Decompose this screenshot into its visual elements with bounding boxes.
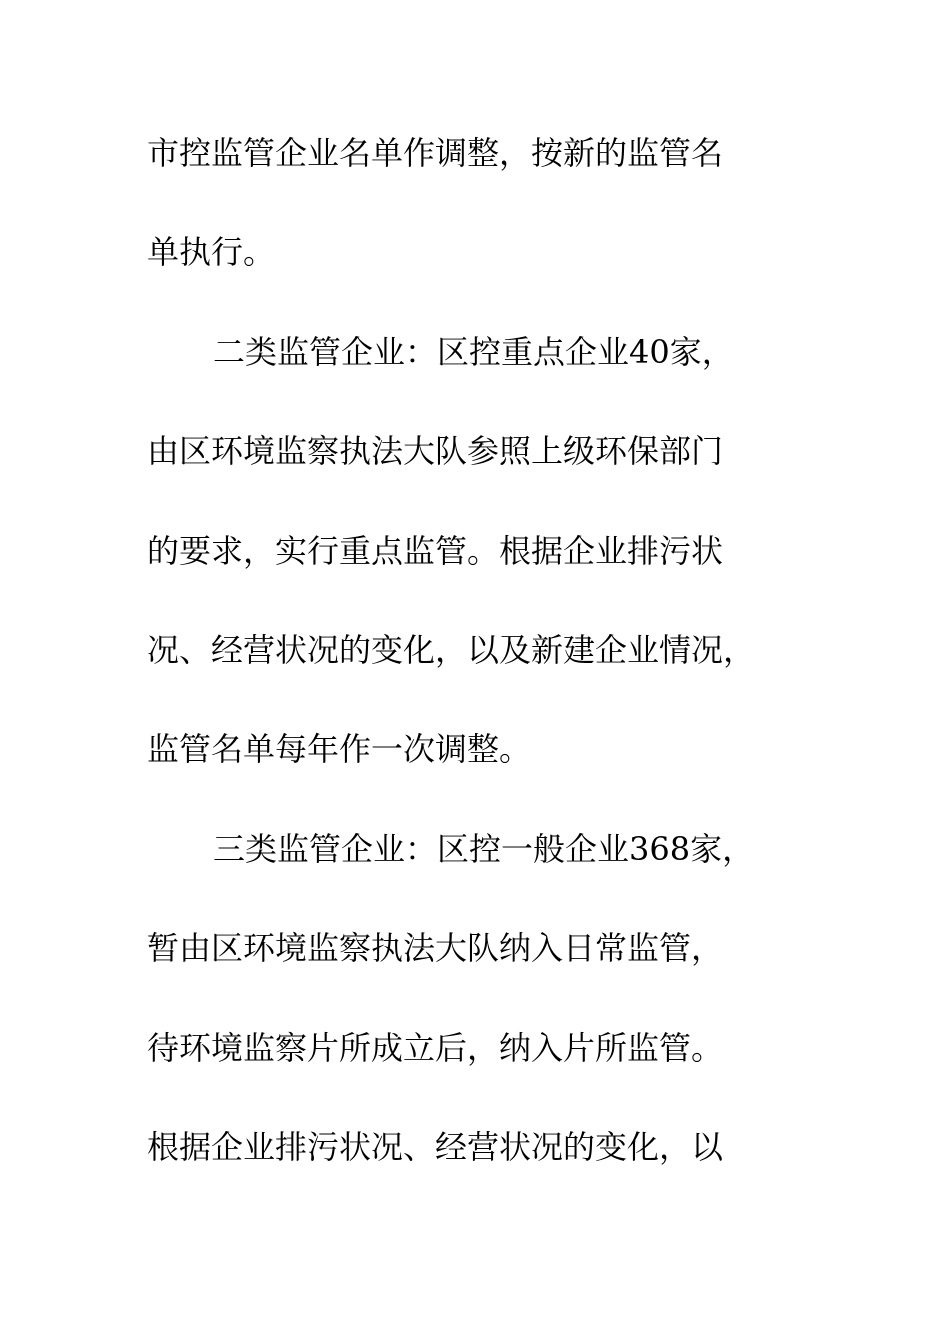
text-line: 市控监管企业名单作调整，按新的监管名 — [147, 134, 724, 172]
text-line: 暂由区环境监察执法大队纳入日常监管， — [147, 929, 724, 968]
text-line: 待环境监察片所成立后，纳入片所监管。 — [147, 1028, 724, 1067]
paragraph-start-line: 二类监管企业：区控重点企业40家， — [213, 332, 734, 371]
text-line: 监管名单每年作一次调整。 — [147, 730, 532, 769]
text-line: 况、经营状况的变化，以及新建企业情况， — [147, 630, 756, 669]
text-line: 根据企业排污状况、经营状况的变化，以 — [147, 1127, 724, 1166]
paragraph-start-line: 三类监管企业：区控一般企业368家， — [213, 829, 755, 868]
text-line: 由区环境监察执法大队参照上级环保部门 — [147, 432, 724, 471]
text-line: 的要求，实行重点监管。根据企业排污状 — [147, 531, 724, 570]
text-line: 单执行。 — [147, 233, 276, 272]
document-body — [147, 128, 807, 1221]
